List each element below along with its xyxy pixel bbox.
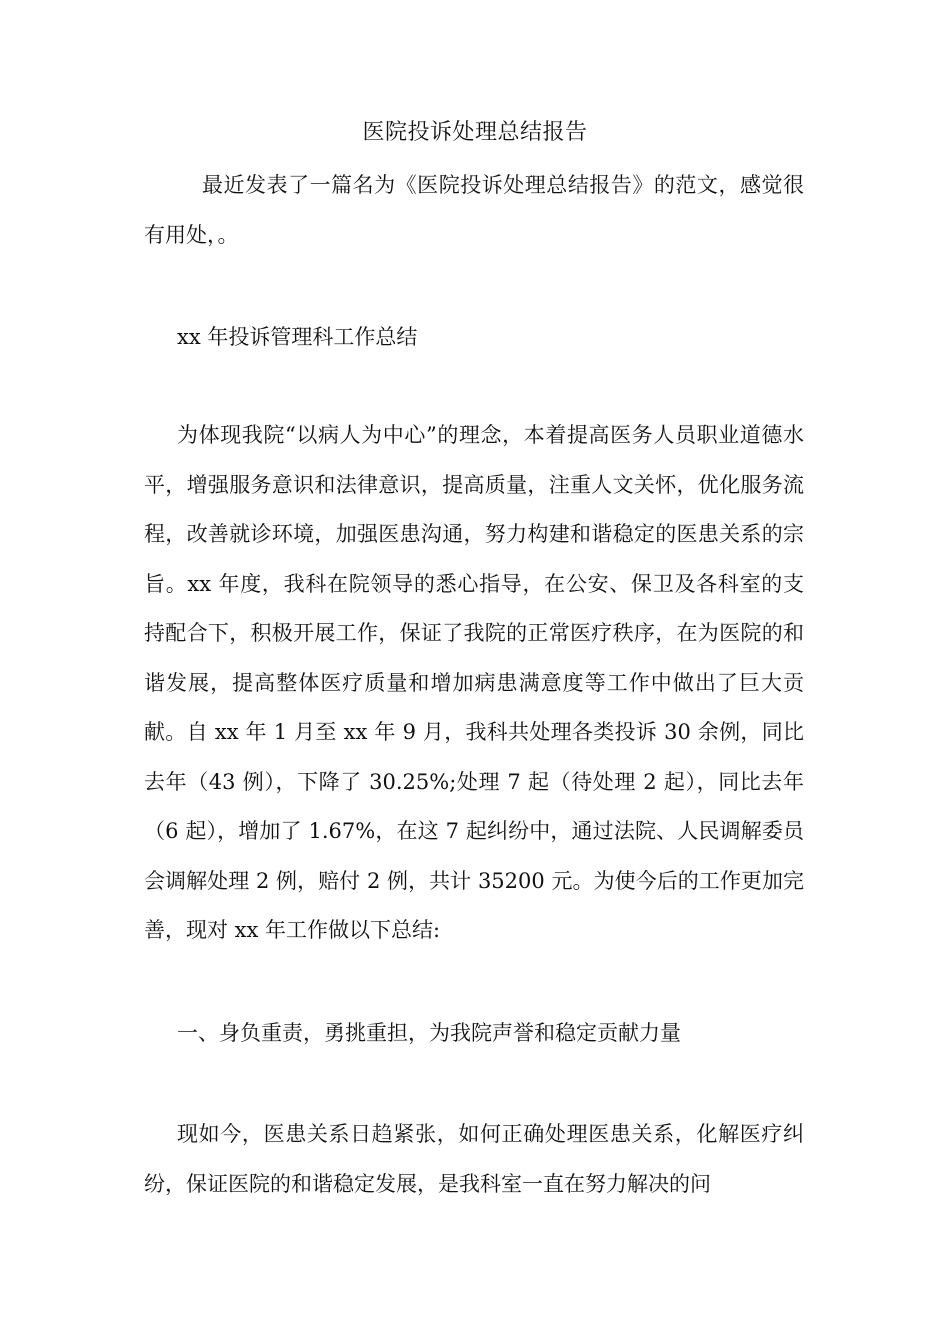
- body-paragraph-overview: 为体现我院“以病人为中心”的理念，本着提高医务人员职业道德水平，增强服务意识和法律意识，提高质量，注重人文关怀，优化服务流程，改善就诊环境，加强医患沟通，努力构建和谐稳定的医患关系的宗旨。xx 年度，我科在院领导的悉心指导，在公安、保卫及各科室的支持配合下，积极开展工作，保证了我院的正常医疗秩序，在为医院的和谐发展，提高整体医疗质量和增加病患满意度等工作中做出了巨大贡献。自 xx 年 1 月至 xx 年 9 月，我科共处理各类投诉 30 余例，同比去年（43 例），下降了 30.25%;处理 7 起（待处理 2 起），同比去年（6 起），增加了 1.67%，在这 7 起纠纷中，通过法院、人民调解委员会调解处理 2 例，赔付 2 例，共计 35200 元。为使今后的工作更加完善，现对 xx 年工作做以下总结:: [144, 423, 804, 942]
- intro-paragraph: 最近发表了一篇名为《医院投诉处理总结报告》的范文，感觉很有用处，。: [144, 173, 804, 247]
- section-heading-one: 一、身负重责，勇挑重担，为我院声誉和稳定贡献力量: [177, 1021, 681, 1045]
- document-title: 医院投诉处理总结报告: [362, 120, 588, 145]
- body-paragraph-section-one: 现如今，医患关系日趋紧张，如何正确处理医患关系，化解医疗纠纷，保证医院的和谐稳定发展，是我科室一直在努力解决的问: [144, 1122, 804, 1196]
- section-heading-annual-summary: xx 年投诉管理科工作总结: [177, 325, 418, 349]
